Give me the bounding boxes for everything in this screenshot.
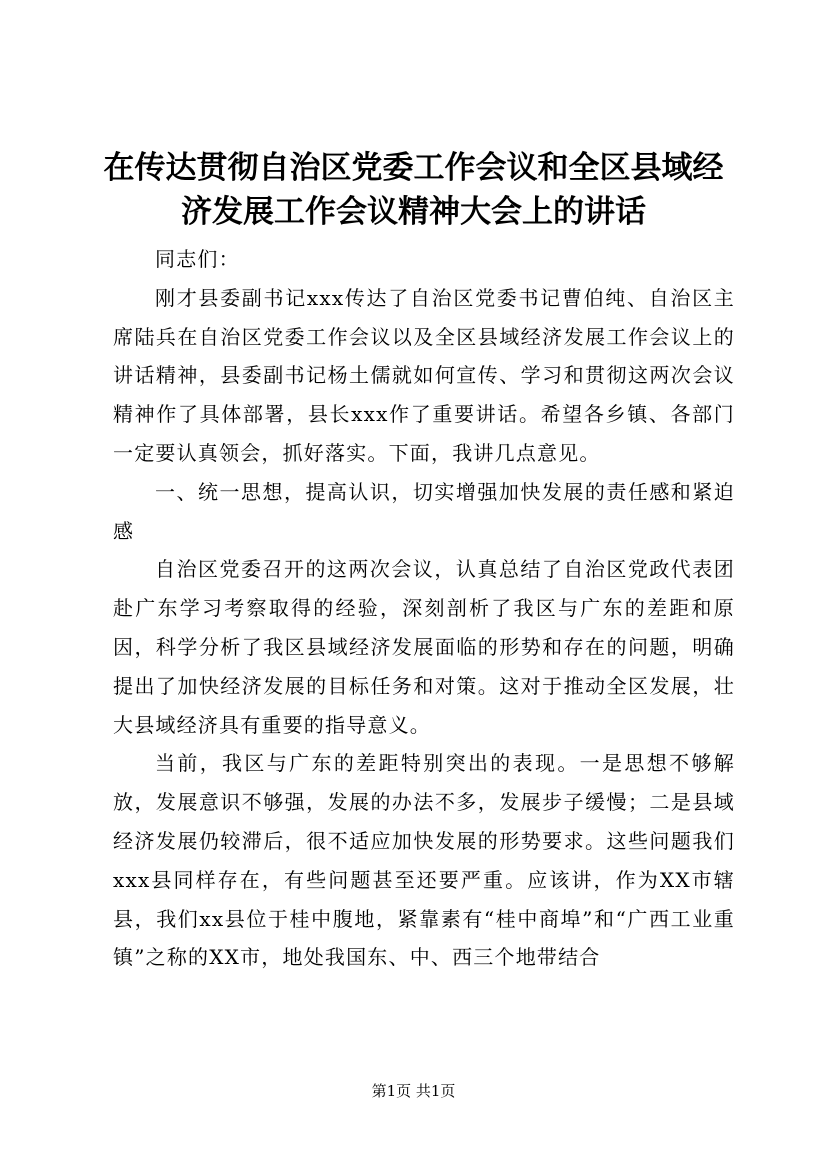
paragraph-meeting-summary: 自治区党委召开的这两次会议，认真总结了自治区党政代表团赴广东学习考察取得的经验，深刻剖析了我区与广东的差距和原因，科学分析了我区县域经济发展面临的形势和存在的问题，明确提出了加快经济发展的目标任务和对策。这对于推动全区发展，壮大县域经济具有重要的指导意义。 [113,557,735,737]
salutation: 同志们： [155,247,240,271]
paragraph-current-gap: 当前，我区与广东的差距特别突出的表现。一是思想不够解放，发展意识不够强，发展的办法不多，发展步子缓慢；二是县域经济发展仍较滞后，很不适应加快发展的形势要求。这些问题我们xxx县同样存在，有些问题甚至还要严重。应该讲，作为XX市辖县，我们xx县位于桂中腹地，紧靠素有“桂中商埠”和“广西工业重镇”之称的XX市，地处我国东、中、西三个地带结合 [113,751,735,970]
document-body [113,240,735,977]
section-heading-1: 一、统一思想，提高认识，切实增强加快发展的责任感和紧迫感 [113,479,735,543]
title-line-2: 济发展工作会议精神大会上的讲话 [181,194,646,230]
document-title [100,146,727,234]
paragraph-opening: 刚才县委副书记xxx传达了自治区党委书记曹伯纯、自治区主席陆兵在自治区党委工作会议以及全区县域经济发展工作会议上的讲话精神，县委副书记杨土儒就如何宣传、学习和贯彻这两次会议精神作了具体部署，县长xxx作了重要讲话。希望各乡镇、各部门一定要认真领会，抓好落实。下面，我讲几点意见。 [113,285,735,465]
page-footer: 第1页 共1页 [371,1082,456,1100]
title-line-1: 在传达贯彻自治区党委工作会议和全区县域经 [103,150,724,186]
